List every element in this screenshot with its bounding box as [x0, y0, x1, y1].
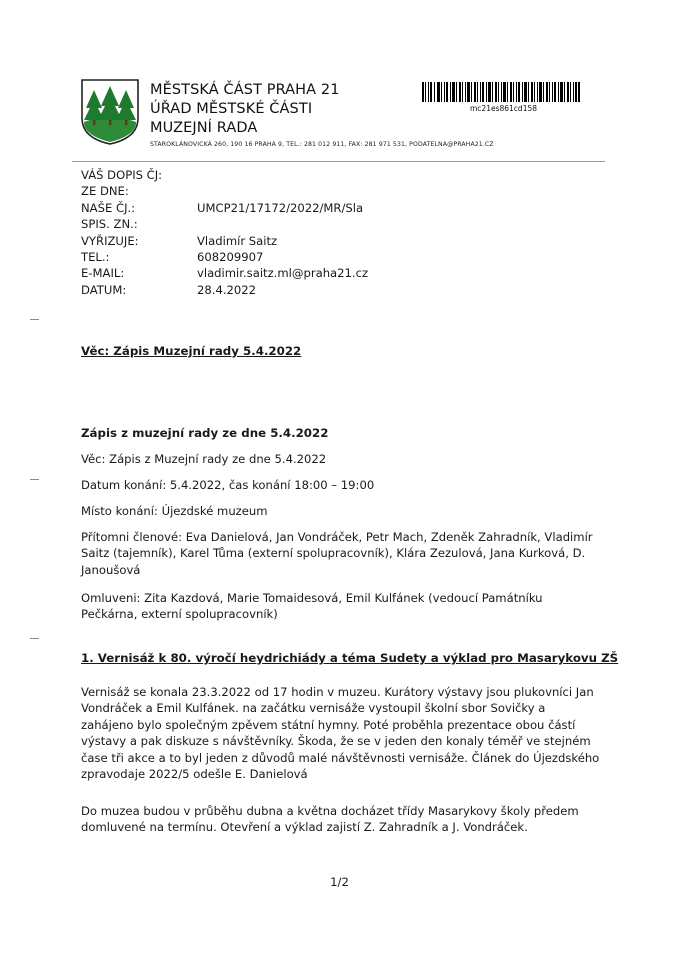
- meta-row: [81, 167, 368, 183]
- subject-line: Věc: Zápis Muzejní rady 5.4.2022: [81, 344, 302, 358]
- attendees: Přítomni členové: Eva Danielová, Jan Vondráček, Petr Mach, Zdeněk Zahradník, Vladimír Saitz (tajemník), Karel Tůma (externí spolupracovník), Klára Zezulová, Jana Kurková, D. Janoušová: [81, 530, 593, 577]
- meta-value: 28.4.2022: [197, 282, 257, 297]
- meta-value: UMCP21/17172/2022/MR/Sla: [197, 200, 364, 215]
- office-name: MĚSTSKÁ ČÁST PRAHA 21: [150, 82, 340, 98]
- section-paragraph: Do muzea budou v průběhu dubna a května docházet třídy Masarykovy školy předem domluvené na termínu. Otevření a výklad zajistí Z. Zahradník a J. Vondráček.: [81, 804, 579, 835]
- fold-mark: [30, 319, 39, 320]
- header-divider: [72, 161, 605, 162]
- meta-value: 608209907: [197, 249, 264, 264]
- section-paragraph: Vernisáž se konala 23.3.2022 od 17 hodin v muzeu. Kurátory výstavy jsou plukovníci Jan Vondráček a Emil Kulfánek. na začátku vernisáže vystoupil školní sbor Sovičky a zahájeno bylo společným zpěvem státní hymny. Poté proběhla prezentace obou částí výstavy a pak diskuze s návštěvníky. Škoda, že se v jeden den konaly téměř ve stejném čase tři akce a to byl jeden z důvodů malé návštěvnosti vernisáže. Článek do Újezdského zpravodaje 2022/5 odešle E. Danielová: [81, 685, 600, 782]
- meta-label: SPIS. ZN.:: [81, 217, 138, 232]
- minutes-subject: Věc: Zápis z Muzejní rady ze dne 5.4.2022: [81, 452, 327, 466]
- meeting-place: Místo konání: Újezdské muzeum: [81, 504, 268, 518]
- meta-label: VYŘIZUJE:: [81, 233, 139, 248]
- trees-coat-of-arms-icon: [80, 78, 140, 146]
- meta-label: TEL.:: [81, 249, 110, 264]
- reference-block: [81, 167, 368, 298]
- meta-label: ZE DNE:: [81, 184, 129, 199]
- meta-value: Vladimír Saitz: [197, 233, 278, 248]
- meta-label: NAŠE ČJ.:: [81, 200, 136, 215]
- meta-row: [81, 183, 368, 199]
- section-heading: 1. Vernisáž k 80. výročí heydrichiády a téma Sudety a výklad pro Masarykovu ZŠ: [81, 651, 619, 665]
- meta-label: VÁŠ DOPIS ČJ:: [81, 168, 163, 182]
- page-number: 1/2: [330, 875, 349, 889]
- meta-value: vladimir.saitz.ml@praha21.cz: [197, 266, 369, 281]
- meta-row: [81, 233, 368, 249]
- barcode-text: mc21es861cd158: [470, 104, 538, 113]
- meta-row: [81, 200, 368, 216]
- meta-row: [81, 216, 368, 232]
- fold-mark: [30, 638, 39, 639]
- fold-mark: [30, 479, 39, 480]
- minutes-title: Zápis z muzejní rady ze dne 5.4.2022: [81, 426, 329, 440]
- meta-label: E-MAIL:: [81, 266, 125, 281]
- meta-row: [81, 265, 368, 281]
- meta-row: [81, 282, 368, 298]
- apologies: Omluveni: Zita Kazdová, Marie Tomaidesová, Emil Kulfánek (vedoucí Památníku Pečkárna, externí spolupracovník): [81, 591, 543, 622]
- office-council: MUZEJNÍ RADA: [150, 120, 258, 136]
- office-address: STAROKLÁNOVICKÁ 260, 190 16 PRAHA 9, TEL.: 281 012 911, FAX: 281 971 531, PODATELNA@PRAHA21.CZ: [150, 141, 494, 148]
- barcode: [422, 82, 580, 102]
- meta-label: DATUM:: [81, 282, 127, 297]
- meeting-date: Datum konání: 5.4.2022, čas konání 18:00 – 19:00: [81, 478, 375, 492]
- office-department: ÚŘAD MĚSTSKÉ ČÁSTI: [150, 101, 313, 117]
- meta-row: [81, 249, 368, 265]
